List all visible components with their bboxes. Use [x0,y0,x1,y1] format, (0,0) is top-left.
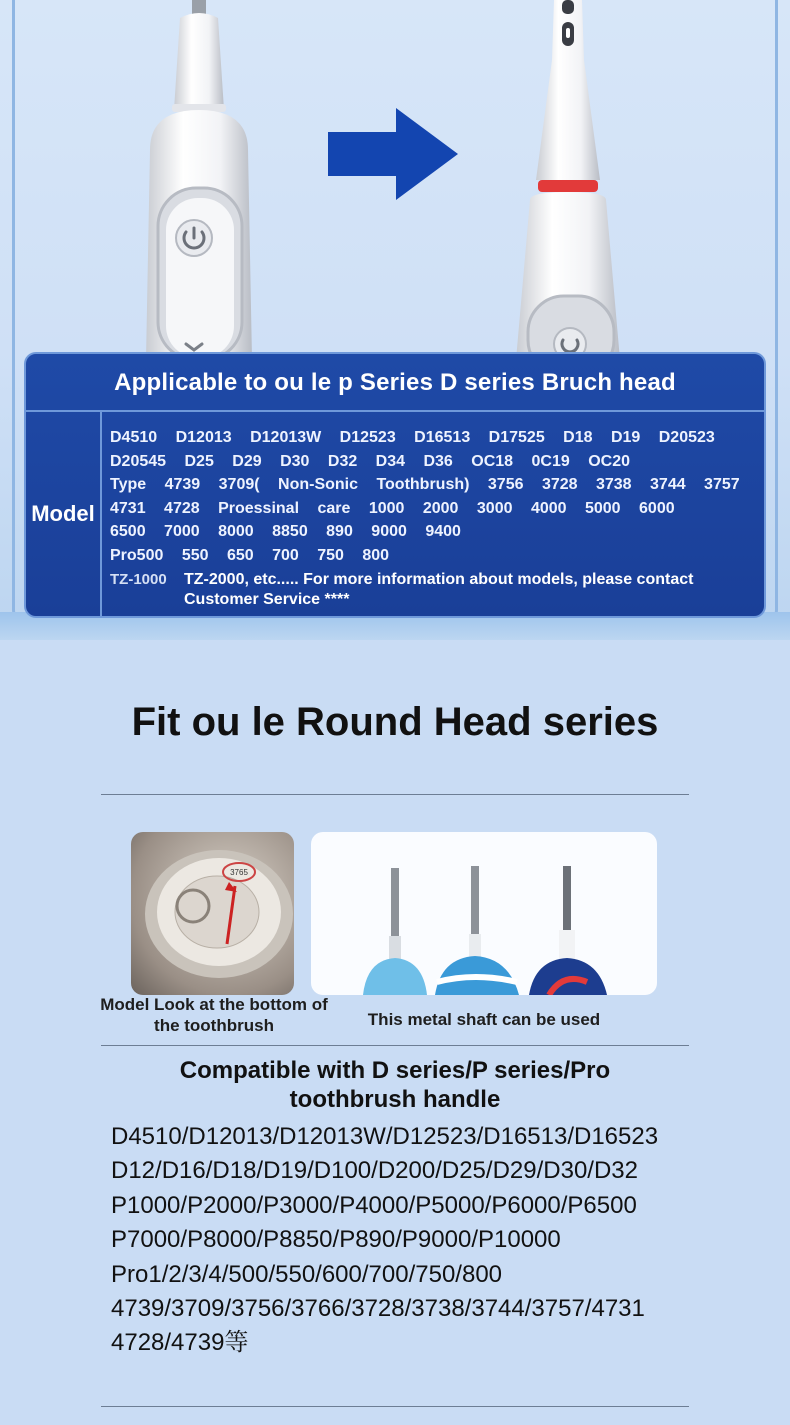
model-list [110,426,754,610]
model-line: 6500 7000 8000 8850 890 9000 9400 [110,523,461,541]
divider [101,1045,689,1046]
toothbrush-with-head-icon [500,0,640,360]
divider [101,794,689,795]
contact-note [110,570,754,610]
compat-line: 4739/3709/3756/3766/3728/3738/3744/3757/4731 [111,1295,645,1323]
metal-shaft-icon [311,832,657,995]
table-row-label: Model [26,412,102,616]
compat-model-list [111,1120,751,1361]
model-compatibility-table [24,352,766,618]
toothbrush-bottom-photo [131,832,294,995]
compat-line: P7000/P8000/P8850/P890/P9000/P10000 [111,1226,561,1254]
model-line: D4510 D12013 D12013W D12523 D16513 D17525 D18 D19 D20523 [110,429,715,446]
divider [101,1406,689,1407]
compat-line: D4510/D12013/D12013W/D12523/D16513/D16523 [111,1123,659,1150]
table-row [26,412,764,616]
model-line: 4731 4728 Proessinal care 1000 2000 3000 4000 5000 6000 [110,499,675,517]
compat-line: D12/D16/D18/D19/D100/D200/D25/D29/D30/D32 [111,1157,638,1185]
compat-line: P1000/P2000/P3000/P4000/P5000/P6000/P6500 [111,1191,637,1219]
toothbrush-handle-icon [130,0,270,360]
table-title: Applicable to ou le p Series D series Bruch head [26,354,764,412]
photo-label: 3765 [230,868,248,877]
model-line: D20545 D25 D29 D30 D32 D34 D36 OC18 0C19 OC20 [110,452,631,470]
arrow-right-icon [328,108,460,200]
hero-banner [0,0,790,640]
metal-shaft-photo [311,832,657,995]
compat-line: Pro1/2/3/4/500/550/600/700/750/800 [111,1260,503,1288]
toothbrush-bottom-icon [131,832,294,995]
compat-title: Compatible with D series/P series/Pro toothbrush handle [179,1057,611,1113]
note-text: TZ-2000, etc..... For more information about models, please contact Customer Service **** [184,570,694,608]
section-title: Fit ou le Round Head series [131,700,659,744]
model-line: Type 4739 3709( Non-Sonic Toothbrush) 3756 3728 3738 3744 3757 [110,476,740,494]
compat-line: 4728/4739等 [111,1329,249,1357]
caption-metal-shaft: This metal shaft can be used [367,1010,601,1029]
note-lead: TZ-1000 [110,570,167,588]
caption-bottom-model: Model Look at the bottom of the toothbrush [100,995,328,1035]
model-line: Pro500 550 650 700 750 800 [110,546,390,564]
